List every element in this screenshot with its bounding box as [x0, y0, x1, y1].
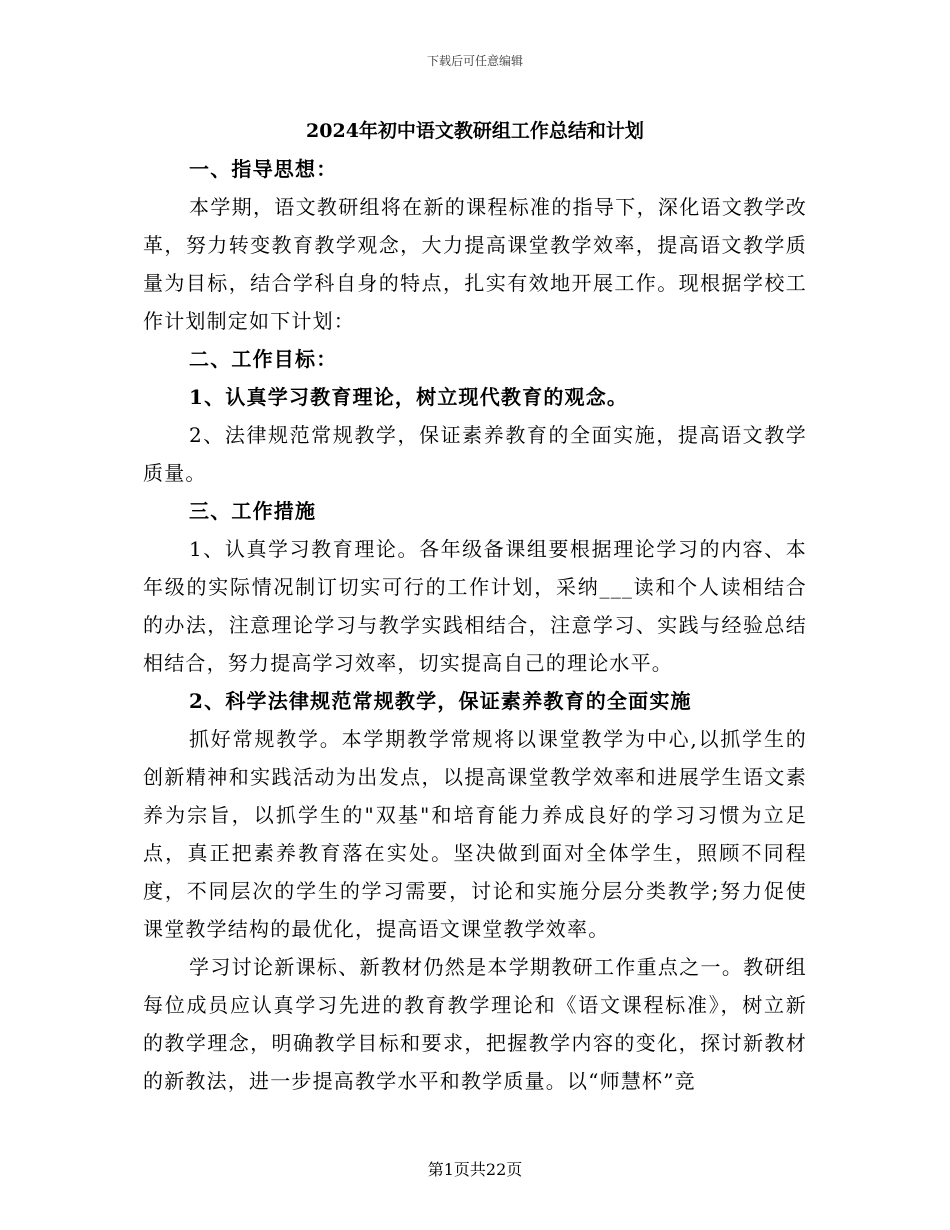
paragraph: 学习讨论新课标、新教材仍然是本学期教研工作重点之一。教研组每位成员应认真学习先进的教育教学理论和《语文课程标准》，树立新的教学理念，明确教学目标和要求，把握教学内容的变化，探讨新教材的新教法，进一步提高教学水平和教学质量。以“师慧杯”竞: [143, 955, 807, 1093]
document-body: [143, 150, 807, 1100]
page-footer: 第1页共22页: [427, 1160, 523, 1179]
paragraph: 三、工作措施: [189, 499, 317, 523]
paragraph: 抓好常规教学。本学期教学常规将以课堂教学为中心,以抓学生的创新精神和实践活动为出发点，以提高课堂教学效率和进展学生语文素养为宗旨，以抓学生的"双基"和培育能力养成良好的学习习惯为立足点，真正把素养教育落在实处。坚决做到面对全体学生，照顾不同程度，不同层次的学生的学习需要，讨论和实施分层分类教学;努力促使课堂教学结构的最优化，提高语文课堂教学效率。: [143, 727, 807, 941]
document-title: 2024年初中语文教研组工作总结和计划: [306, 120, 644, 142]
paragraph: 二、工作目标：: [189, 347, 338, 371]
paragraph: 2、法律规范常规教学，保证素养教育的全面实施，提高语文教学质量。: [143, 423, 807, 485]
paragraph: 本学期，语文教研组将在新的课程标准的指导下，深化语文教学改革，努力转变教育教学观念，大力提高课堂教学效率，提高语文教学质量为目标，结合学科自身的特点，扎实有效地开展工作。现根据学校工作计划制定如下计划：: [143, 195, 807, 333]
paragraph: 一、指导思想：: [189, 157, 338, 181]
paragraph: 2、科学法律规范常规教学，保证素养教育的全面实施: [189, 689, 692, 713]
header-note: 下载后可任意编辑: [426, 54, 523, 68]
paragraph: 1、认真学习教育理论。各年级备课组要根据理论学习的内容、本年级的实际情况制订切实可行的工作计划，采纳___读和个人读相结合的办法，注意理论学习与教学实践相结合，注意学习、实践与经验总结相结合，努力提高学习效率，切实提高自己的理论水平。: [143, 537, 807, 675]
paragraph: 1、认真学习教育理论，树立现代教育的观念。: [189, 385, 629, 409]
